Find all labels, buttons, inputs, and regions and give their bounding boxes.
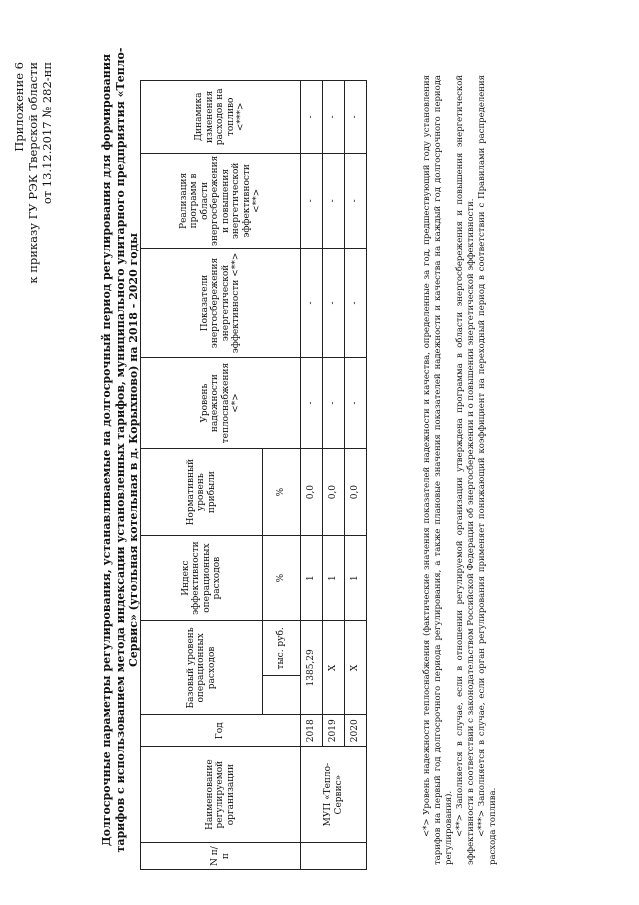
order-reference: к приказу ГУ РЭК Тверской области — [26, 62, 40, 284]
document-title: Долгосрочные параметры регулирования, устанавливаемые на долгосрочный период регулирования для формирования тарифов с использованием метода индексации установленных тарифов, муниципального унитарного предприятия «Тепло-Сервис» (угольная котельная в д. Корыхново) на 2018 - 2020 годы — [100, 47, 140, 853]
cell-reliability: - — [301, 357, 323, 448]
appendix-header — [12, 62, 54, 284]
cell-fuel: - — [345, 81, 367, 154]
col-header-num: N п/п — [141, 843, 301, 870]
table-row — [301, 81, 323, 870]
cell-index: 1 — [323, 535, 345, 620]
cell-energy: - — [323, 249, 345, 358]
cell-profit: 0,0 — [323, 449, 345, 536]
cell-energy: - — [345, 249, 367, 358]
cell-index: 1 — [301, 535, 323, 620]
cell-programs: - — [345, 153, 367, 248]
org-name: МУП «Тепло-Сервис» — [301, 747, 367, 843]
col-header-index: Индекс эффективности операционных расходов — [141, 535, 263, 620]
cell-fuel: - — [301, 81, 323, 154]
parameters-table — [140, 80, 367, 870]
col-header-org: Наименование регулируемой организации — [141, 747, 301, 843]
cell-year: 2019 — [323, 715, 345, 747]
footnote-fuel: <***> Заполняется в случае, если орган регулирования применяет понижающий коэффициент на переходный период в соответствии с Правилами распределения расхода топлива. — [477, 75, 498, 865]
unit-base: тыс. руб. — [263, 621, 301, 676]
unit-spacer — [263, 676, 301, 715]
cell-base: 1385,29 — [301, 621, 323, 715]
cell-profit: 0,0 — [301, 449, 323, 536]
col-header-fuel: Динамика изменения расходов на топливо <***> — [141, 81, 301, 154]
cell-reliability: - — [323, 357, 345, 448]
appendix-number: Приложение 6 — [12, 62, 26, 152]
cell-base: Х — [345, 621, 367, 715]
cell-year: 2020 — [345, 715, 367, 747]
col-header-energy: Показатели энергосбережения энергетической эффективности <**> — [141, 249, 301, 358]
cell-programs: - — [323, 153, 345, 248]
cell-reliability: - — [345, 357, 367, 448]
cell-energy: - — [301, 249, 323, 358]
cell-programs: - — [301, 153, 323, 248]
cell-year: 2018 — [301, 715, 323, 747]
col-header-year: Год — [141, 715, 301, 747]
col-header-programs: Реализация программ в области энергосбережения и повышения энергетической эффективности <**> — [141, 153, 301, 248]
cell-index: 1 — [345, 535, 367, 620]
col-header-base: Базовый уровень операционных расходов — [141, 621, 263, 715]
cell-profit: 0,0 — [345, 449, 367, 536]
footnotes — [422, 75, 499, 865]
footnote-reliability: <*> Уровень надежности теплоснабжения (фактические значения показателей надежности и качества, определенные за год, предшествующий году установления тарифов на первый год долгосрочного периода регулирования, а также плановые значения показателей надежности и качества на каждый год долгосрочного периода регулирования). — [422, 75, 454, 865]
unit-profit: % — [263, 449, 301, 536]
order-date: от 13.12.2017 № 282-нп — [40, 62, 54, 205]
unit-index: % — [263, 535, 301, 620]
row-number — [301, 843, 367, 870]
cell-base: Х — [323, 621, 345, 715]
col-header-reliability: Уровень надежности теплоснабжения <*> — [141, 357, 301, 448]
footnote-energy: <**> Заполняется в случае, если в отношении регулируемой организации утверждена программа в области энергосбережения и повышения энергетической эффективности в соответствии с законодательством Российской Федерации об энергосбережении и о повышении энергетической эффективности. — [455, 75, 476, 865]
cell-fuel: - — [323, 81, 345, 154]
col-header-profit: Нормативный уровень прибыли — [141, 449, 263, 536]
